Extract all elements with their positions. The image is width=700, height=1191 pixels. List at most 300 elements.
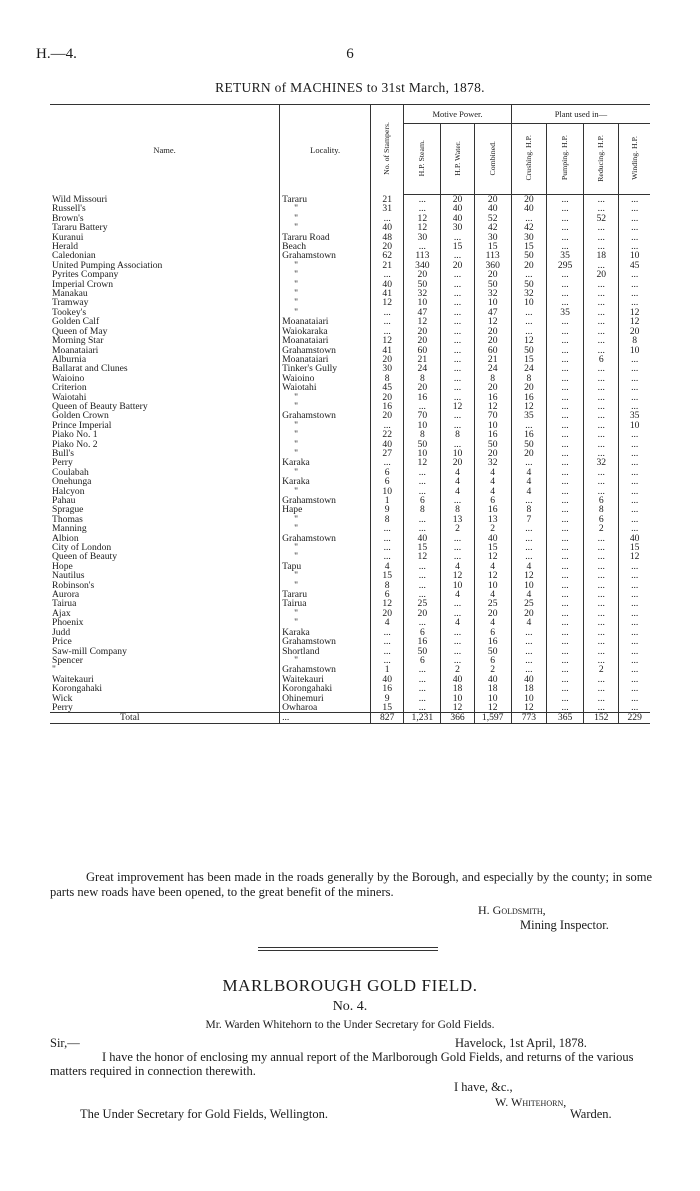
locality: Shortland xyxy=(280,647,371,656)
value-cell: ... xyxy=(546,440,583,449)
value-cell: ... xyxy=(441,543,474,552)
machine-name: Aurora xyxy=(52,590,80,600)
value-cell: 20 xyxy=(371,355,404,364)
value-cell: 2 xyxy=(584,524,619,533)
value-cell: 15 xyxy=(619,543,650,552)
value-cell: 30 xyxy=(441,223,474,232)
value-cell: ... xyxy=(546,684,583,693)
value-cell: 12 xyxy=(371,336,404,345)
table-row xyxy=(50,204,650,213)
value-cell: 40 xyxy=(441,675,474,684)
machine-name: Golden Calf xyxy=(52,317,100,327)
value-cell: ... xyxy=(619,599,650,608)
table-row xyxy=(50,336,650,345)
value-cell: 60 xyxy=(474,346,511,355)
table-row xyxy=(50,477,650,486)
value-cell: ... xyxy=(441,534,474,543)
value-cell: 2 xyxy=(441,524,474,533)
value-cell: ... xyxy=(371,214,404,223)
value-cell: ... xyxy=(371,637,404,646)
value-cell: 15 xyxy=(474,543,511,552)
value-cell: 1 xyxy=(371,496,404,505)
locality: Waioino xyxy=(280,374,371,383)
value-cell: 12 xyxy=(511,703,546,713)
locality: Hape xyxy=(280,505,371,514)
value-cell: 8 xyxy=(619,336,650,345)
value-cell: 10 xyxy=(404,421,441,430)
value-cell: 16 xyxy=(404,393,441,402)
table-row xyxy=(50,374,650,383)
letter-heading: Mr. Warden Whitehorn to the Under Secretary for Gold Fields. xyxy=(205,1019,495,1031)
value-cell: 24 xyxy=(404,364,441,373)
value-cell: ... xyxy=(441,327,474,336)
total-stampers: 827 xyxy=(371,713,404,723)
motive-power-header: Motive Power. xyxy=(404,105,512,124)
value-cell: 40 xyxy=(441,204,474,213)
value-cell: 12 xyxy=(404,317,441,326)
value-cell: ... xyxy=(584,562,619,571)
value-cell: ... xyxy=(404,694,441,703)
machines-return-table xyxy=(50,104,650,724)
value-cell: 20 xyxy=(474,270,511,279)
locality: Grahamstown xyxy=(280,346,371,355)
machine-name: Tramway xyxy=(52,298,89,308)
value-cell: ... xyxy=(584,430,619,439)
value-cell: 18 xyxy=(584,251,619,260)
value-cell: ... xyxy=(441,289,474,298)
value-cell: ... xyxy=(619,449,650,458)
total-label: Total xyxy=(50,713,280,723)
value-cell: 10 xyxy=(371,487,404,496)
value-cell: ... xyxy=(546,214,583,223)
value-cell: 4 xyxy=(474,487,511,496)
value-cell: 4 xyxy=(474,477,511,486)
value-cell: ... xyxy=(404,195,441,205)
value-cell: 20 xyxy=(371,242,404,251)
value-cell: ... xyxy=(584,327,619,336)
value-cell: ... xyxy=(584,477,619,486)
value-cell: ... xyxy=(371,270,404,279)
value-cell: ... xyxy=(546,703,583,713)
value-cell: 295 xyxy=(546,261,583,270)
value-cell: ... xyxy=(584,694,619,703)
machine-name: Tararu Battery xyxy=(52,223,108,233)
value-cell: ... xyxy=(619,280,650,289)
value-cell: ... xyxy=(619,571,650,580)
table-row xyxy=(50,261,650,270)
locality: " xyxy=(280,468,371,477)
value-cell: 4 xyxy=(474,468,511,477)
value-cell: 32 xyxy=(474,289,511,298)
value-cell: ... xyxy=(546,571,583,580)
value-cell: ... xyxy=(546,515,583,524)
value-cell: ... xyxy=(546,298,583,307)
value-cell: 35 xyxy=(619,411,650,420)
value-cell: 16 xyxy=(511,393,546,402)
table-row xyxy=(50,496,650,505)
locality: " xyxy=(280,270,371,279)
value-cell: 40 xyxy=(371,675,404,684)
value-cell: ... xyxy=(546,534,583,543)
locality: " xyxy=(280,204,371,213)
value-cell: ... xyxy=(619,430,650,439)
table-row xyxy=(50,223,650,232)
value-cell: 32 xyxy=(511,289,546,298)
value-cell: ... xyxy=(404,402,441,411)
table-row xyxy=(50,298,650,307)
value-cell: 40 xyxy=(371,223,404,232)
value-cell: 2 xyxy=(584,665,619,674)
section-divider xyxy=(258,947,438,951)
value-cell: ... xyxy=(546,411,583,420)
table-row xyxy=(50,628,650,637)
value-cell: 42 xyxy=(474,223,511,232)
value-cell: 6 xyxy=(371,477,404,486)
value-cell: 4 xyxy=(511,487,546,496)
page-number: 6 xyxy=(346,46,354,62)
table-row xyxy=(50,637,650,646)
machine-name: Manakau xyxy=(52,289,88,299)
value-cell: ... xyxy=(546,552,583,561)
machine-name: Phoenix xyxy=(52,618,84,628)
value-cell: 41 xyxy=(371,289,404,298)
value-cell: ... xyxy=(584,317,619,326)
value-cell: ... xyxy=(619,364,650,373)
value-cell: 40 xyxy=(474,675,511,684)
table-row xyxy=(50,195,650,205)
value-cell: ... xyxy=(619,684,650,693)
value-cell: 21 xyxy=(474,355,511,364)
machine-name: City of London xyxy=(52,543,112,553)
value-cell: 20 xyxy=(474,336,511,345)
machine-name: Pyrites Company xyxy=(52,270,119,280)
locality: Korongahaki xyxy=(280,684,371,693)
value-cell: ... xyxy=(584,599,619,608)
value-cell: ... xyxy=(584,703,619,713)
value-cell: ... xyxy=(441,637,474,646)
value-cell: ... xyxy=(619,487,650,496)
value-cell: ... xyxy=(584,590,619,599)
locality: " xyxy=(280,298,371,307)
value-cell: 20 xyxy=(511,195,546,205)
value-cell: 360 xyxy=(474,261,511,270)
locality: Karaka xyxy=(280,477,371,486)
total-locality: ... xyxy=(280,713,371,723)
value-cell: ... xyxy=(584,571,619,580)
table-row xyxy=(50,214,650,223)
total-winding: 229 xyxy=(619,713,650,723)
value-cell: 70 xyxy=(474,411,511,420)
value-cell: 12 xyxy=(441,571,474,580)
table-row xyxy=(50,308,650,317)
table-row xyxy=(50,675,650,684)
value-cell: ... xyxy=(546,289,583,298)
value-cell: ... xyxy=(546,468,583,477)
value-cell: 40 xyxy=(619,534,650,543)
table-row xyxy=(50,534,650,543)
value-cell: ... xyxy=(584,289,619,298)
col-steam-header: H.P. Steam. xyxy=(404,124,441,195)
locality: Moanataiari xyxy=(280,317,371,326)
value-cell: ... xyxy=(546,581,583,590)
value-cell: 12 xyxy=(619,552,650,561)
machine-name: Kuranui xyxy=(52,232,84,243)
value-cell: ... xyxy=(371,421,404,430)
value-cell: 10 xyxy=(511,298,546,307)
table-row xyxy=(50,618,650,627)
machine-name: United Pumping Association xyxy=(52,260,163,271)
value-cell: ... xyxy=(441,609,474,618)
value-cell: 4 xyxy=(511,618,546,627)
value-cell: ... xyxy=(546,223,583,232)
value-cell: ... xyxy=(619,524,650,533)
value-cell: 35 xyxy=(546,308,583,317)
machine-name: Albion xyxy=(52,533,79,544)
machine-name: Bull's xyxy=(52,448,74,459)
locality: " xyxy=(280,571,371,580)
value-cell: ... xyxy=(619,393,650,402)
value-cell: ... xyxy=(584,298,619,307)
table-row xyxy=(50,289,650,298)
value-cell: 35 xyxy=(546,251,583,260)
value-cell: ... xyxy=(584,628,619,637)
value-cell: ... xyxy=(511,647,546,656)
value-cell: 12 xyxy=(441,703,474,713)
value-cell: 10 xyxy=(511,694,546,703)
locality: Owharoa xyxy=(280,703,371,713)
value-cell: ... xyxy=(546,374,583,383)
value-cell: ... xyxy=(619,515,650,524)
table-row xyxy=(50,703,650,713)
inspector-signature: H. Goldsmith, xyxy=(478,903,546,917)
value-cell: 18 xyxy=(474,684,511,693)
value-cell: ... xyxy=(511,524,546,533)
value-cell: 6 xyxy=(404,496,441,505)
value-cell: ... xyxy=(546,675,583,684)
value-cell: ... xyxy=(584,383,619,392)
table-row xyxy=(50,524,650,533)
value-cell: ... xyxy=(441,496,474,505)
value-cell: 30 xyxy=(404,233,441,242)
value-cell: 10 xyxy=(619,346,650,355)
value-cell: ... xyxy=(584,487,619,496)
locality: " xyxy=(280,524,371,533)
machine-name: Morning Star xyxy=(52,336,104,346)
value-cell: 2 xyxy=(474,665,511,674)
machine-name: Wild Missouri xyxy=(52,194,108,205)
value-cell: 8 xyxy=(511,505,546,514)
table-row xyxy=(50,505,650,514)
value-cell: 4 xyxy=(511,468,546,477)
value-cell: ... xyxy=(584,233,619,242)
locality: " xyxy=(280,656,371,665)
value-cell: 8 xyxy=(474,374,511,383)
value-cell: 25 xyxy=(511,599,546,608)
locality: Waiokaraka xyxy=(280,327,371,336)
value-cell: 40 xyxy=(474,534,511,543)
value-cell: 4 xyxy=(511,477,546,486)
value-cell: ... xyxy=(619,195,650,205)
value-cell: ... xyxy=(619,402,650,411)
col-water-header: H.P. Water. xyxy=(441,124,474,195)
value-cell: 31 xyxy=(371,204,404,213)
value-cell: ... xyxy=(441,251,474,260)
value-cell: ... xyxy=(546,402,583,411)
value-cell: 20 xyxy=(511,609,546,618)
value-cell: ... xyxy=(441,383,474,392)
value-cell: 6 xyxy=(371,468,404,477)
value-cell: 10 xyxy=(511,581,546,590)
value-cell: ... xyxy=(546,496,583,505)
value-cell: 12 xyxy=(371,599,404,608)
table-row xyxy=(50,346,650,355)
letter-body: I have the honor of enclosing my annual report of the Marlborough Gold Fields, and returns of the various matters required in connection therewith. xyxy=(50,1050,634,1078)
value-cell: 50 xyxy=(404,440,441,449)
value-cell: 32 xyxy=(584,458,619,467)
value-cell: 9 xyxy=(371,505,404,514)
value-cell: 20 xyxy=(441,458,474,467)
value-cell: ... xyxy=(441,298,474,307)
total-water: 366 xyxy=(441,713,474,723)
value-cell: 6 xyxy=(404,656,441,665)
value-cell: ... xyxy=(441,374,474,383)
value-cell: ... xyxy=(404,468,441,477)
value-cell: ... xyxy=(441,628,474,637)
value-cell: ... xyxy=(404,581,441,590)
value-cell: 113 xyxy=(404,251,441,260)
locality: Tararu xyxy=(280,590,371,599)
value-cell: 42 xyxy=(511,223,546,232)
total-reducing: 152 xyxy=(584,713,619,723)
warden-title: Warden. xyxy=(570,1107,612,1121)
value-cell: ... xyxy=(619,242,650,251)
value-cell: 12 xyxy=(511,571,546,580)
locality: Grahamstown xyxy=(280,637,371,646)
value-cell: 12 xyxy=(474,552,511,561)
locality: " xyxy=(280,214,371,223)
value-cell: ... xyxy=(546,665,583,674)
value-cell: 16 xyxy=(474,637,511,646)
value-cell: ... xyxy=(584,336,619,345)
locality: " xyxy=(280,515,371,524)
value-cell: 6 xyxy=(474,496,511,505)
value-cell: 25 xyxy=(404,599,441,608)
machine-name: Queen of Beauty Battery xyxy=(52,401,148,412)
total-steam: 1,231 xyxy=(404,713,441,723)
value-cell: ... xyxy=(441,599,474,608)
value-cell: 50 xyxy=(511,346,546,355)
table-row xyxy=(50,487,650,496)
machine-name: Criterion xyxy=(52,383,87,393)
machine-name: Brown's xyxy=(52,213,84,224)
value-cell: 30 xyxy=(474,233,511,242)
value-cell: ... xyxy=(511,308,546,317)
value-cell: 6 xyxy=(474,656,511,665)
value-cell: ... xyxy=(619,665,650,674)
value-cell: ... xyxy=(546,609,583,618)
value-cell: ... xyxy=(584,534,619,543)
locality: " xyxy=(280,393,371,402)
machine-name: Imperial Crown xyxy=(52,279,114,290)
value-cell: 8 xyxy=(371,515,404,524)
value-cell: ... xyxy=(441,647,474,656)
locality: Grahamstown xyxy=(280,534,371,543)
value-cell: ... xyxy=(404,524,441,533)
value-cell: ... xyxy=(546,270,583,279)
value-cell: ... xyxy=(441,364,474,373)
value-cell: ... xyxy=(619,440,650,449)
value-cell: 50 xyxy=(511,440,546,449)
value-cell: ... xyxy=(584,581,619,590)
value-cell: 40 xyxy=(371,440,404,449)
value-cell: 16 xyxy=(371,684,404,693)
value-cell: 6 xyxy=(584,515,619,524)
value-cell: ... xyxy=(371,647,404,656)
value-cell: ... xyxy=(546,317,583,326)
value-cell: 4 xyxy=(441,468,474,477)
value-cell: 2 xyxy=(474,524,511,533)
value-cell: ... xyxy=(619,289,650,298)
value-cell: 52 xyxy=(584,214,619,223)
table-row xyxy=(50,581,650,590)
value-cell: ... xyxy=(404,515,441,524)
value-cell: 10 xyxy=(619,421,650,430)
machine-name: Korongahaki xyxy=(52,684,103,694)
value-cell: ... xyxy=(619,223,650,232)
value-cell: 35 xyxy=(511,411,546,420)
table-row xyxy=(50,665,650,674)
value-cell: ... xyxy=(546,204,583,213)
machine-name: Pahau xyxy=(52,496,76,506)
value-cell: ... xyxy=(511,496,546,505)
machine-name: Queen of Beauty xyxy=(52,552,118,562)
total-row xyxy=(50,713,650,723)
value-cell: ... xyxy=(404,242,441,251)
value-cell: 10 xyxy=(474,581,511,590)
value-cell: 2 xyxy=(441,665,474,674)
locality: Karaka xyxy=(280,458,371,467)
value-cell: 32 xyxy=(404,289,441,298)
value-cell: 10 xyxy=(404,449,441,458)
value-cell: 8 xyxy=(441,505,474,514)
value-cell: ... xyxy=(546,336,583,345)
machine-name: Caledonian xyxy=(52,251,96,261)
table-row xyxy=(50,647,650,656)
value-cell: 62 xyxy=(371,251,404,260)
value-cell: ... xyxy=(404,562,441,571)
value-cell: ... xyxy=(584,261,619,270)
locality: Tapu xyxy=(280,562,371,571)
value-cell: 20 xyxy=(404,336,441,345)
value-cell: ... xyxy=(546,524,583,533)
value-cell: ... xyxy=(441,656,474,665)
value-cell: ... xyxy=(619,609,650,618)
value-cell: 21 xyxy=(371,261,404,270)
locality: " xyxy=(280,289,371,298)
value-cell: 50 xyxy=(404,647,441,656)
value-cell: 4 xyxy=(511,590,546,599)
value-cell: 32 xyxy=(474,458,511,467)
machine-name: Prince Imperial xyxy=(52,420,112,431)
value-cell: 20 xyxy=(474,383,511,392)
value-cell: 12 xyxy=(441,402,474,411)
value-cell: ... xyxy=(619,590,650,599)
value-cell: ... xyxy=(584,647,619,656)
value-cell: 12 xyxy=(371,298,404,307)
machine-name: Perry xyxy=(52,702,73,713)
value-cell: 16 xyxy=(371,402,404,411)
value-cell: 20 xyxy=(511,449,546,458)
